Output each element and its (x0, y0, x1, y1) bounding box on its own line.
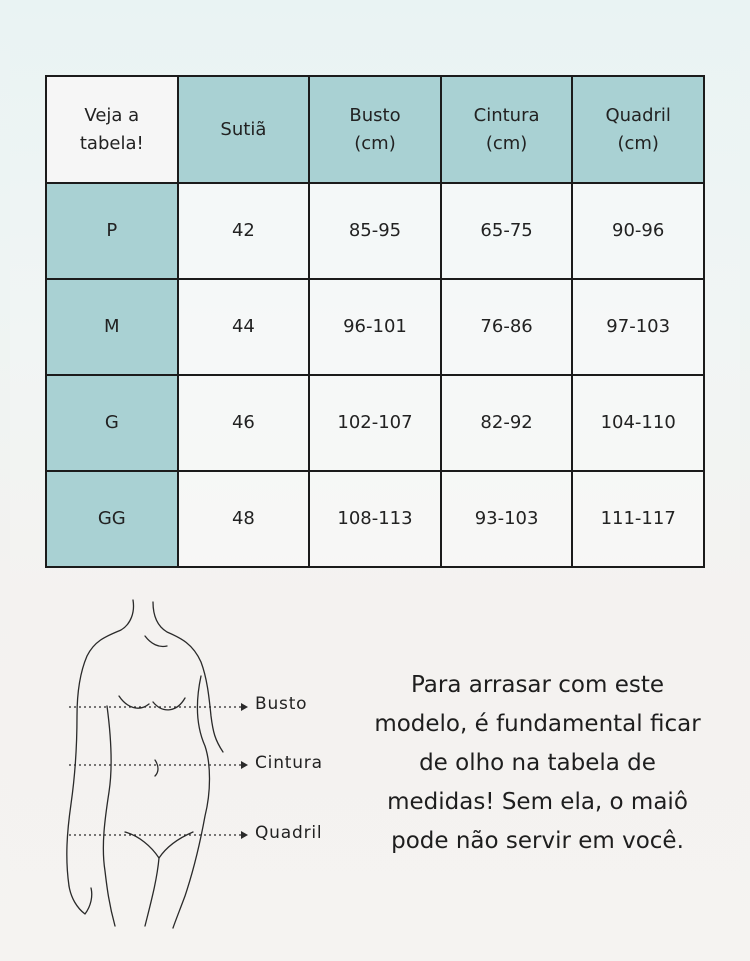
sutia-cell: 44 (178, 279, 310, 375)
message-line: pode não servir em você. (391, 828, 684, 854)
figure-outline (69, 886, 92, 914)
busto-cell: 108-113 (309, 471, 441, 567)
header-cintura (441, 76, 573, 183)
header-line: Busto (cm) (349, 104, 401, 154)
sutia-cell: 48 (178, 471, 310, 567)
header-quadril (572, 76, 704, 183)
busto-cell: 85-95 (309, 183, 441, 279)
quadril-cell: 104-110 (572, 375, 704, 471)
sutia-cell: 42 (178, 183, 310, 279)
figure-outline (153, 602, 223, 752)
busto-cell: 102-107 (309, 375, 441, 471)
message-line: modelo, é fundamental ficar (374, 711, 701, 737)
cintura-cell: 76-86 (441, 279, 573, 375)
message-line: Para arrasar com este (410, 672, 665, 698)
size-cell: GG (46, 471, 178, 567)
quadril-cell: 90-96 (572, 183, 704, 279)
table-header-row (46, 76, 704, 183)
table-row (46, 279, 704, 375)
table-row (46, 375, 704, 471)
hip-arrow-icon (241, 831, 248, 839)
header-line: Cintura (cm) (473, 104, 540, 154)
waist-label: Cintura (255, 753, 323, 773)
cintura-cell: 93-103 (441, 471, 573, 567)
figure-outline (173, 676, 210, 928)
header-line: Quadril (cm) (605, 104, 671, 154)
figure-outline (67, 600, 134, 886)
header-line: Sutiã (220, 118, 267, 140)
cintura-cell: 65-75 (441, 183, 573, 279)
size-cell: G (46, 375, 178, 471)
figure-outline (125, 832, 193, 858)
figure-outline (155, 760, 158, 776)
table-row (46, 183, 704, 279)
figure-outline (119, 696, 185, 710)
figure-outline (145, 636, 167, 647)
header-line: Veja a tabela! (79, 104, 144, 154)
quadril-cell: 97-103 (572, 279, 704, 375)
busto-cell: 96-101 (309, 279, 441, 375)
header-busto (309, 76, 441, 183)
bust-label: Busto (255, 694, 308, 714)
message-line: medidas! Sem ela, o maiô (387, 789, 688, 815)
sutia-cell: 46 (178, 375, 310, 471)
waist-arrow-icon (241, 761, 248, 769)
header-sutia (178, 76, 310, 183)
message-line: de olho na tabela de (419, 750, 656, 776)
figure-outline (145, 858, 159, 926)
cintura-cell: 82-92 (441, 375, 573, 471)
size-table (45, 75, 705, 568)
size-cell: M (46, 279, 178, 375)
table-row (46, 471, 704, 567)
quadril-cell: 111-117 (572, 471, 704, 567)
fit-advice-message (365, 666, 710, 861)
size-cell: P (46, 183, 178, 279)
header-corner-cell (46, 76, 178, 183)
bust-arrow-icon (241, 703, 248, 711)
figure-outline (103, 706, 115, 926)
hip-label: Quadril (255, 823, 323, 843)
